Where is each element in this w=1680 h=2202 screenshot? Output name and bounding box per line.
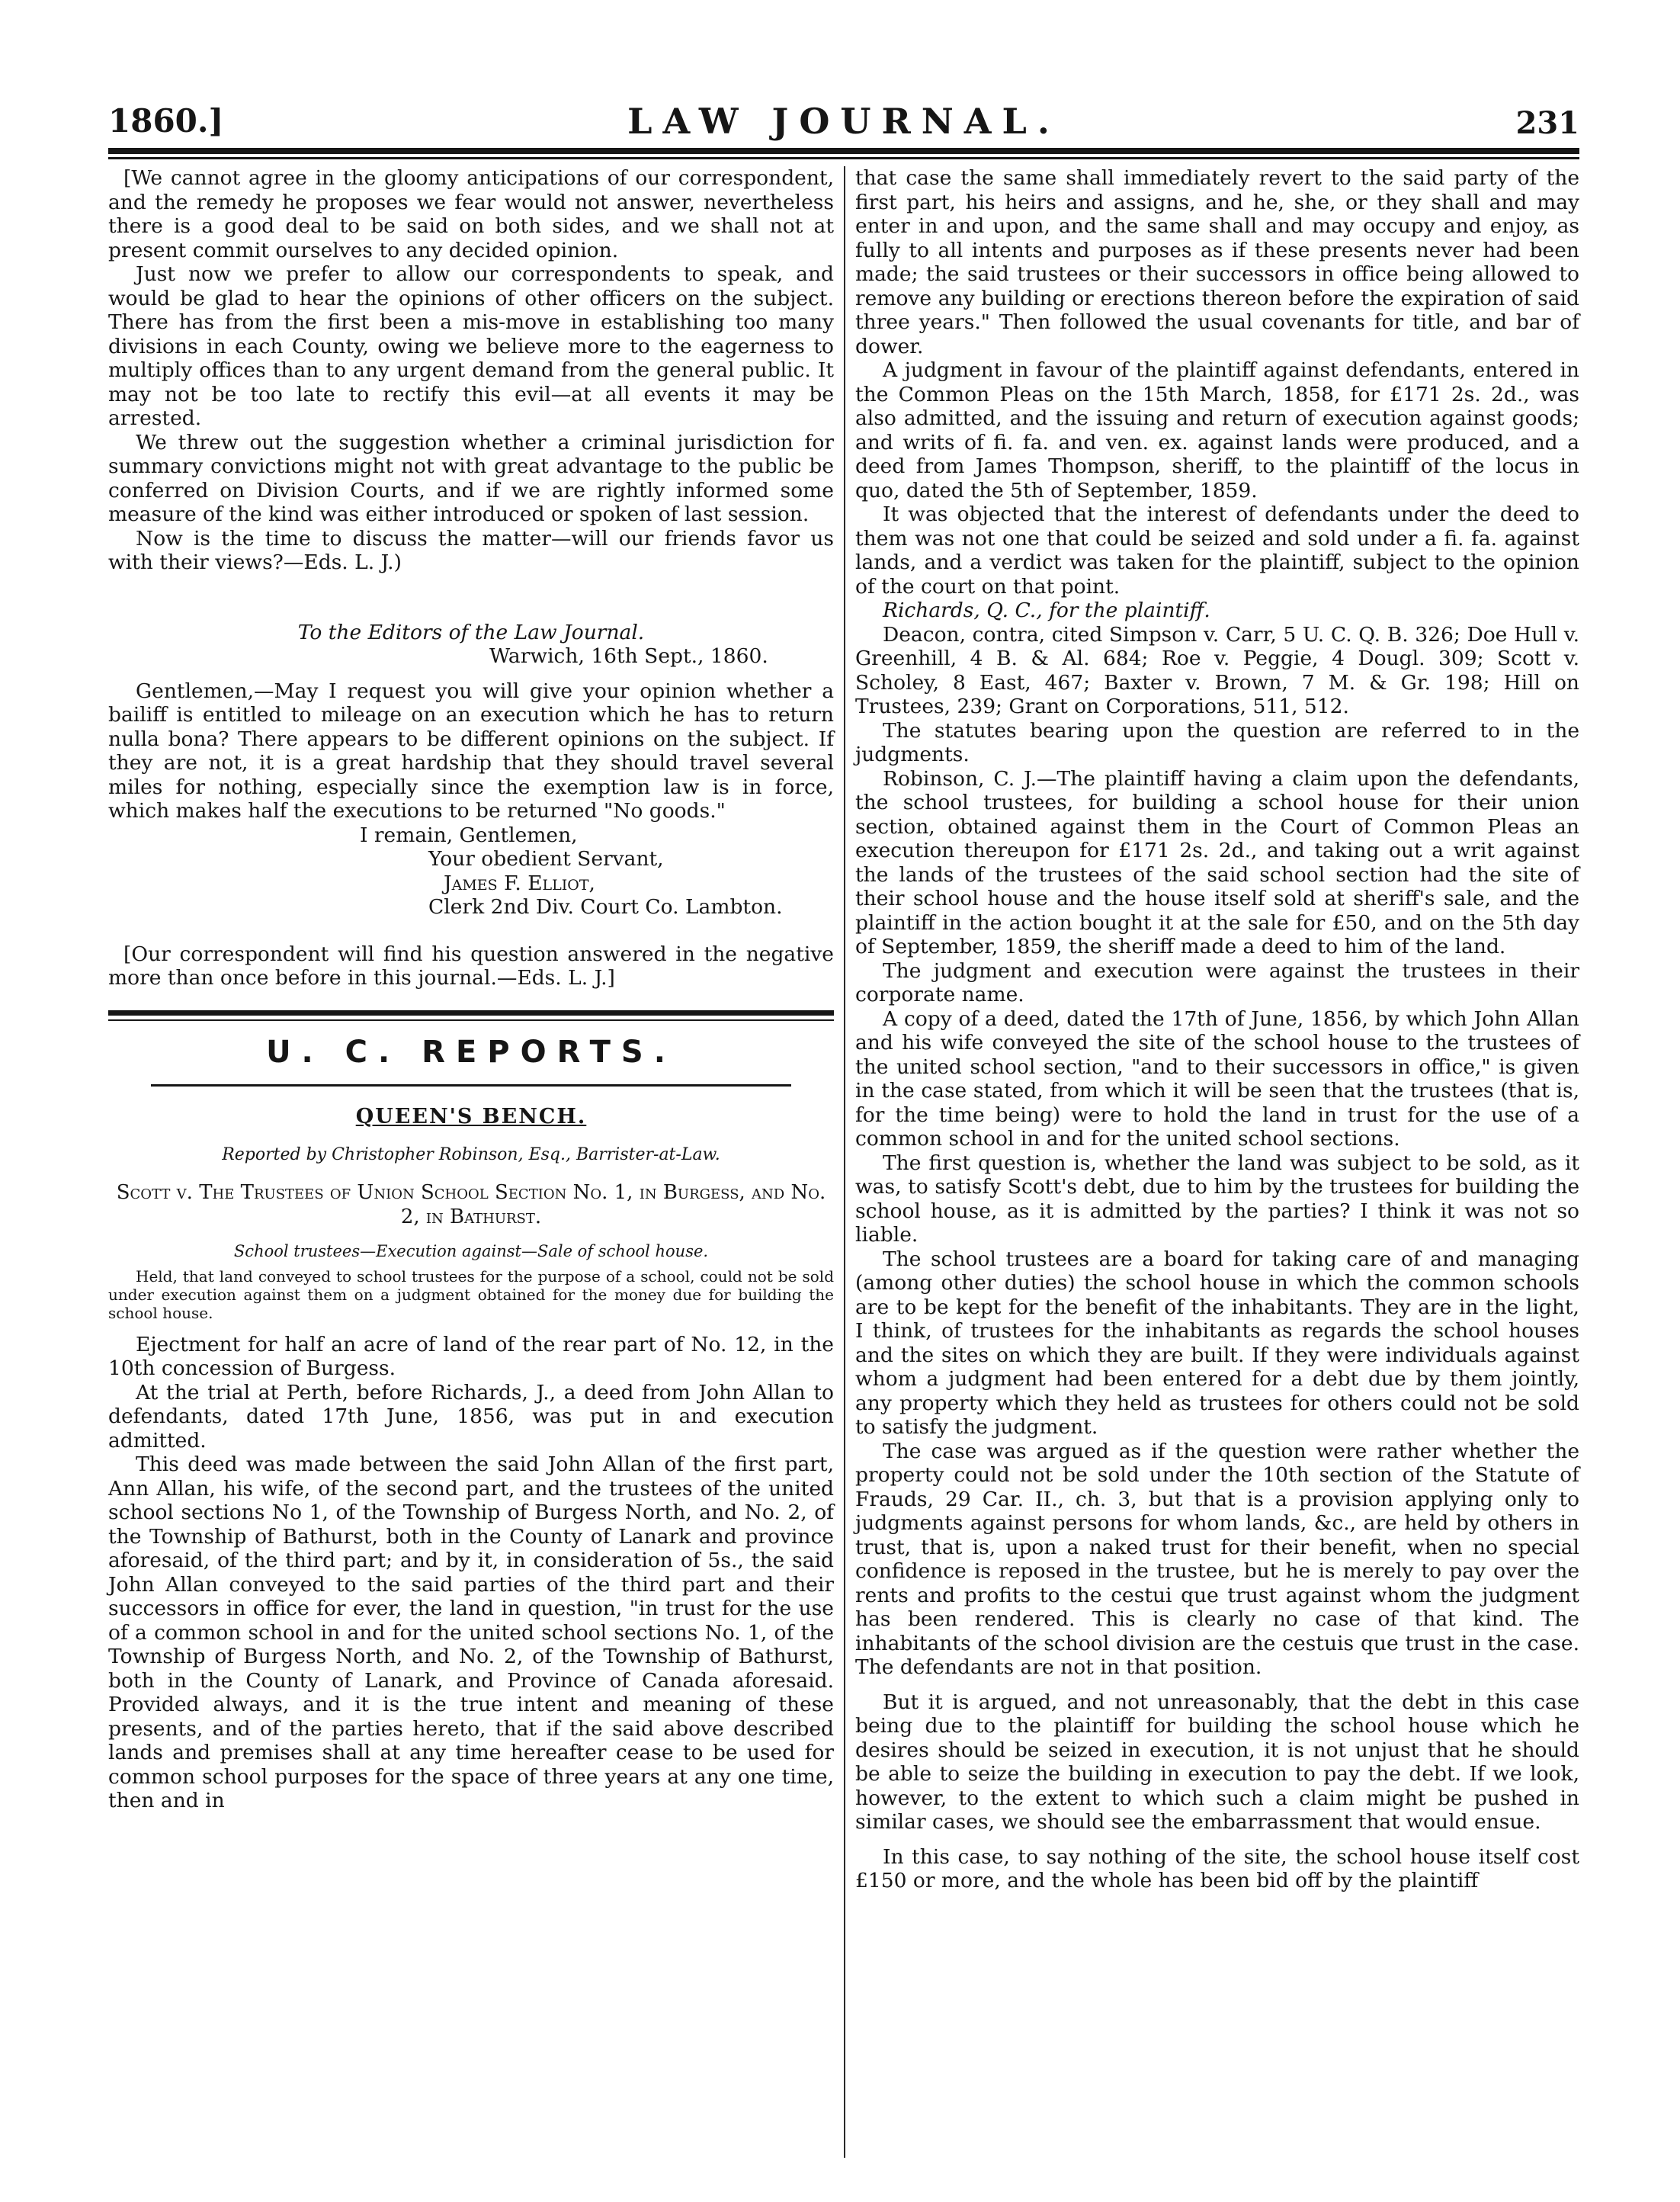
section-rule <box>108 1019 834 1021</box>
letter-body: Gentlemen,—May I request you will give your opinion whether a bailiff is entitled to mileage on an execution which he has to return nulla bona? There appears to be different opinions on the subject. If they are not, it is a great hardship that they should travel several miles for nothing, especially since the exemption law is in force, which makes half the executions to be returned "No goods." <box>108 679 834 823</box>
report-paragraph: The statutes bearing upon the question are referred to in the judgments. <box>855 718 1579 766</box>
left-column <box>108 166 834 1813</box>
court-title: QUEEN'S BENCH. <box>355 1105 587 1128</box>
letter-signoff: I remain, Gentlemen, <box>360 823 578 847</box>
report-paragraph: At the trial at Perth, before Richards, J., a deed from John Allan to defendants, dated 17th June, 1856, was put in and execution admitted. <box>108 1380 834 1452</box>
page-number: 231 <box>1515 105 1579 141</box>
header-rule-thin <box>108 157 1579 159</box>
report-paragraph: that case the same shall immediately revert to the said party of the first part, his heirs and assigns, and he, she, or they shall and may enter in and upon, and the same shall and may occupy and enjoy, as fully to all intents and purposes as if these presents never had been made; the said trustees or their successors in office being allowed to remove any building or erections thereon before the expiration of said three years." Then followed the usual covenants for title, and bar of dower. <box>855 166 1579 358</box>
counsel-line: Richards, Q. C., for the plaintiff. <box>883 599 1210 622</box>
header-rule-thick <box>108 148 1579 154</box>
report-paragraph: This deed was made between the said John Allan of the first part, Ann Allan, his wife, of the second part, and the trustees of the united school sections No 1, of the Township of Burgess North, and No. 2, of the Township of Bathurst, both in the County of Lanark and province aforesaid, of the third part; and by it, in consideration of 5s., the said John Allan conveyed to the said parties of the third part and their successors in office for ever, the land in question, "in trust for the use of a common school in and for the united school sections No. 1, of the Township of Burgess North, and No. 2, of the Township of Bathurst, both in the County of Lanark, and Province of Canada aforesaid. Provided always, and it is the true intent and meaning of these presents, and of the parties hereto, that if the said above described lands and premises shall at any time hereafter cease to be used for common school purposes for the space of three years at any one time, then and in <box>108 1452 834 1812</box>
case-title: Scott v. The Trustees of Union School Section No. 1, in Burgess, and No. 2, in Bathurst. <box>116 1181 826 1228</box>
section-rule <box>151 1084 791 1087</box>
judgment-paragraph: The judgment and execution were against the trustees in their corporate name. <box>855 958 1579 1006</box>
citation-paragraph: Deacon, contra, cited Simpson v. Carr, 5 U. C. Q. B. 326; Doe Hull v. Greenhill, 4 B. & Al. 684; Roe v. Peggie, 4 Dougl. 309; Scott v. Scholey, 8 East, 467; Baxter v. Brown, 7 M. & Gr. 198; Hill on Trustees, 239; Grant on Corporations, 511, 512. <box>855 622 1579 718</box>
section-title: U. C. REPORTS. <box>266 1034 676 1070</box>
letter-signature: James F. Elliot, <box>444 871 595 895</box>
report-paragraph: A judgment in favour of the plaintiff against defendants, entered in the Common Pleas on the 15th March, 1858, for £171 2s. 2d., was also admitted, and the issuing and return of execution against goods; and writs of fi. fa. and ven. ex. against lands were produced, and a deed from James Thompson, sheriff, to the plaintiff of the locus in quo, dated the 5th of September, 1859. <box>855 358 1579 502</box>
judgment-paragraph: The first question is, whether the land was subject to be sold, as it was, to satisfy Scott's debt, due to him by the trustees for building the school house, as it is admitted by the parties? I think it was not so liable. <box>855 1151 1579 1247</box>
editorial-paragraph: Now is the time to discuss the matter—will our friends favor us with their views?—Eds. L. J.) <box>108 526 834 574</box>
judgment-paragraph: But it is argued, and not unreasonably, that the debt in this case being due to the plaintiff for building the school house which he desires should be seized in execution, it is not unjust that he should be able to seize the building in execution to pay the debt. If we look, however, to the extent to which such a claim might be pushed in similar cases, we should see the embarrassment that would ensue. <box>855 1690 1579 1834</box>
judgment-paragraph: The school trustees are a board for taking care of and managing (among other duties) the school house in which the common schools are to be kept for the benefit of the inhabitants. They are in the light, I think, of trustees for the inhabitants as regards the school houses and the sites on which they are built. If they were individuals against whom a judgment had been entered for a debt due by them jointly, any property which they held as trustees for others could not be sold to satisfy the judgment. <box>855 1247 1579 1439</box>
column-divider <box>844 166 845 2158</box>
letter-heading: To the Editors of the Law Journal. <box>297 620 645 644</box>
letter-signature-title: Clerk 2nd Div. Court Co. Lambton. <box>428 895 783 919</box>
editorial-paragraph: We threw out the suggestion whether a criminal jurisdiction for summary convictions might not with great advantage to the public be conferred on Division Courts, and if we are rightly informed some measure of the kind was either introduced or spoken of last session. <box>108 430 834 526</box>
section-rule <box>108 1010 834 1016</box>
letter-signoff: Your obedient Servant, <box>428 847 664 871</box>
headnote-subject: School trustees—Execution against—Sale of school house. <box>233 1242 709 1260</box>
judgment-paragraph: In this case, to say nothing of the site, the school house itself cost £150 or more, and the whole has been bid off by the plaintiff <box>855 1844 1579 1892</box>
report-paragraph: Ejectment for half an acre of land of the rear part of No. 12, in the 10th concession of Burgess. <box>108 1332 834 1380</box>
editorial-paragraph: Just now we prefer to allow our correspondents to speak, and would be glad to hear the opinions of other officers on the subject. There has from the first been a mis-move in establishing too many divisions in each County, owing we believe more to the eagerness to multiply offices than to any urgent demand from the general public. It may not be too late to rectify this evil—at all events it may be arrested. <box>108 262 834 430</box>
reporter-line: Reported by Christopher Robinson, Esq., Barrister-at-Law. <box>222 1144 720 1164</box>
letter-dateline: Warwich, 16th Sept., 1860. <box>489 644 768 668</box>
judgment-paragraph: The case was argued as if the question were rather whether the property could not be sold under the 10th section of the Statute of Frauds, 29 Car. II., ch. 3, but that is a provision applying only to judgments against persons for whom lands, &c., are held by others in trust, that is, upon a naked trust for their benefit, when no special confidence is reposed in the trustee, but he is merely to pay over the rents and profits to the cestui que trust against whom the judgment has been rendered. This is clearly no case of that kind. The inhabitants of the school division are the cestuis que trust in the case. The defendants are not in that position. <box>855 1439 1579 1679</box>
editor-reply: [Our correspondent will find his question answered in the negative more than once before in this journal.—Eds. L. J.] <box>108 942 834 990</box>
journal-title: LAW JOURNAL. <box>627 101 1060 142</box>
header-year: 1860.] <box>108 102 224 140</box>
running-header <box>108 95 1579 148</box>
headnote: Held, that land conveyed to school trustees for the purpose of a school, could not be sold under execution against them on a judgment obtained for the money due for building the school house. <box>108 1266 834 1322</box>
judgment-paragraph: A copy of a deed, dated the 17th of June, 1856, by which John Allan and his wife conveyed the site of the school house to the trustees of the united school section, "and to their successors in office," is given in the case stated, from which it will be seen that the trustees (that is, for the time being) were to hold the land in trust for the use of a common school in and for the united school sections. <box>855 1006 1579 1151</box>
editorial-paragraph: [We cannot agree in the gloomy anticipations of our correspondent, and the remedy he proposes we fear would not answer, nevertheless there is a good deal to be said on both sides, and we shall not at present commit ourselves to any decided opinion. <box>108 166 834 262</box>
right-column <box>855 166 1579 1893</box>
report-paragraph: It was objected that the interest of defendants under the deed to them was not one that could be seized and sold under a fi. fa. against lands, and a verdict was taken for the plaintiff, subject to the opinion of the court on that point. <box>855 502 1579 599</box>
judgment-paragraph: Robinson, C. J.—The plaintiff having a claim upon the defendants, the school trustees, for building a school house for their union section, obtained against them in the Court of Common Pleas an execution thereupon for £171 2s. 2d., and taking out a writ against the lands of the trustees of the said school section had the site of their school house and the house itself sold at sheriff's sale, and the plaintiff in the action bought it at the sale for £50, and on the 5th day of September, 1859, the sheriff made a deed to him of the land. <box>855 766 1579 958</box>
